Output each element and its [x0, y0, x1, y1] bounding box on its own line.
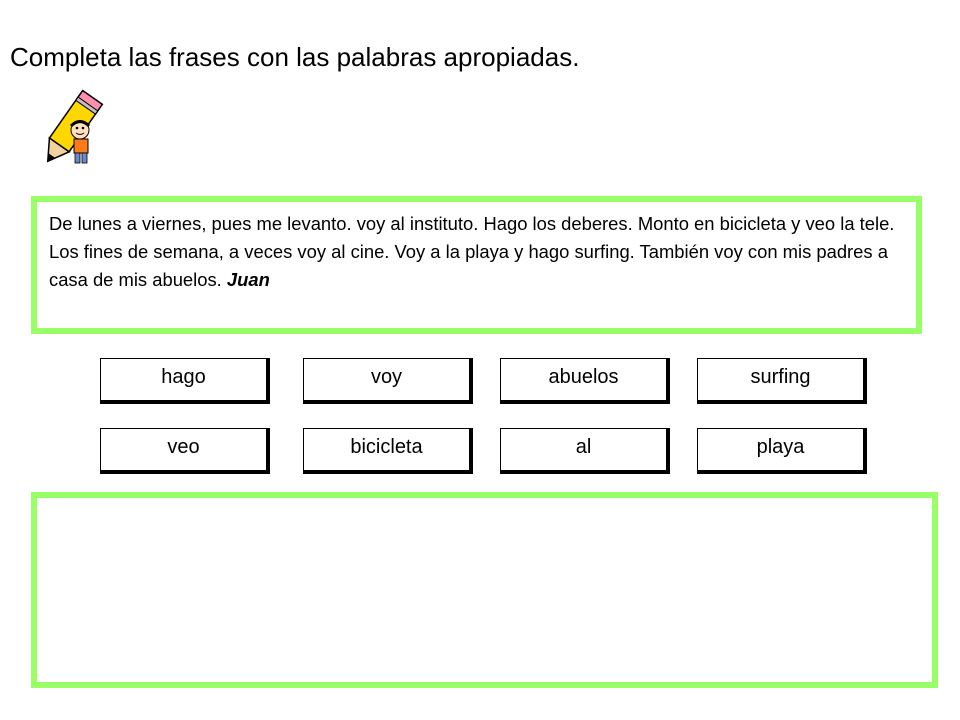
word-tile-abuelos[interactable]: abuelos — [500, 358, 670, 404]
page-title: Completa las frases con las palabras apropiadas. — [10, 42, 580, 72]
passage-box — [31, 196, 922, 334]
word-tile-playa[interactable]: playa — [697, 428, 867, 474]
word-tile-voy[interactable]: voy — [303, 358, 473, 404]
word-tile-bicicleta[interactable]: bicicleta — [303, 428, 473, 474]
word-tile-surfing[interactable]: surfing — [697, 358, 867, 404]
passage-body: De lunes a viernes, pues me levanto. voy al instituto. Hago los deberes. Monto en bicicleta y veo la tele. Los fines de semana, a veces voy al cine. Voy a la playa y hago surfing. También voy con mis padres a casa de mis abuelos. — [49, 213, 895, 290]
passage-signature: Juan — [226, 269, 270, 290]
word-tile-veo[interactable]: veo — [100, 428, 270, 474]
answer-drop-area[interactable] — [31, 492, 938, 688]
word-tile-al[interactable]: al — [500, 428, 670, 474]
passage-text — [49, 210, 906, 294]
word-tile-hago[interactable]: hago — [100, 358, 270, 404]
pencil-character-icon — [24, 86, 114, 176]
